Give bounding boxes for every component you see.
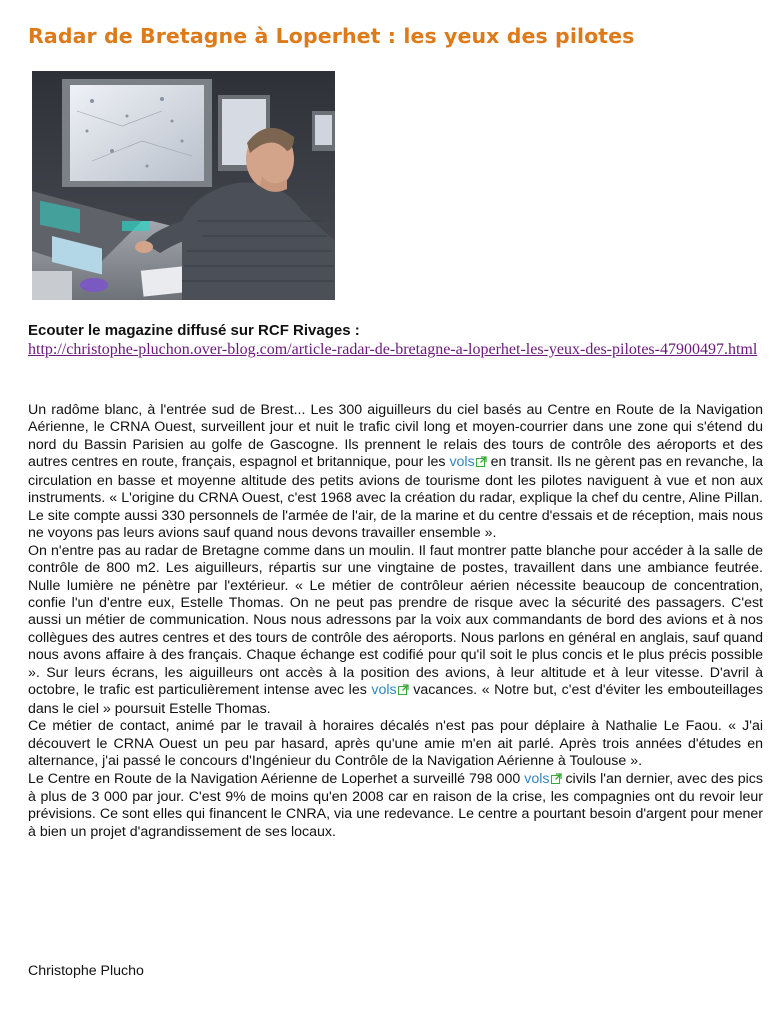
keyword-link-vols[interactable]	[371, 682, 408, 698]
article-paragraph	[28, 771, 763, 842]
paragraph-text: On n'entre pas au radar de Bretagne comme dans un moulin. Il faut montrer patte blanche pour accéder à la salle de contrôle de 800 m2. Les aiguilleurs, répartis sur une vingtaine de postes, travaillent dans une ambiance feutrée. Nulle lumière ne pénètre par l'extérieur. « Le métier de contrôleur aérien nécessite beaucoup de concentration, confie l'un d'entre eux, Estelle Thomas. On ne peut pas prendre de risque avec la sécurité des passagers. C'est aussi un métier de communication. Nous nous adressons par la voix aux commandants de bord des avions et à nos collègues des autres centres et des tours de contrôle des aéroports. Nous parlons en général en anglais, sauf quand nous avons affaire à des français. Chaque échange est codifié pour qu'il soit le plus concis et le plus précis possible ». Sur leurs écrans, les aiguilleurs ont accès à la position des avions, à leur altitude et à leur vitesse. D'avril à octobre, le trafic est particulièrement intense avec les	[28, 542, 763, 699]
keyword-link-vols[interactable]	[449, 454, 486, 470]
radar-control-room-photo	[32, 71, 335, 300]
listen-label: Ecouter le magazine diffusé sur RCF Rivages :	[28, 322, 360, 339]
paragraph-text: Le Centre en Route de la Navigation Aérienne de Loperhet a surveillé 798 000	[28, 770, 521, 787]
listen-block	[28, 322, 768, 359]
external-link-icon	[476, 455, 487, 472]
external-link-icon	[398, 683, 409, 700]
keyword-text: vols	[371, 682, 397, 699]
keyword-text: vols	[449, 454, 475, 471]
keyword-text: vols	[524, 770, 550, 787]
paragraph-text: en transit. Ils ne gèrent pas en revanche, la circulation en basse et moyenne altitude des petits avions de tourisme dont les pilotes naviguent à vue et non aux instruments. « L'origine du CRNA Ouest, c'est 1968 avec la création du radar, explique la chef du centre, Aline Pillan. Le site compte aussi 330 personnels de l'armée de l'air, de la marine et du centre d'essais et de réception, mais nous ne voyons pas leurs avions sauf quand nous devons travailler ensemble ».	[28, 454, 763, 542]
article-paragraph	[28, 543, 763, 719]
article-body	[28, 402, 763, 841]
article-link[interactable]: http://christophe-pluchon.over-blog.com/article-radar-de-bretagne-a-loperhet-les-yeux-des-pilotes-47900497.html	[28, 341, 758, 358]
article-paragraph	[28, 402, 763, 543]
article-paragraph: Ce métier de contact, animé par le travail à horaires décalés n'est pas pour déplaire à Nathalie Le Faou. « J'ai découvert le CRNA Ouest un peu par hasard, après qu'une amie m'en ait parlé. Après trois années d'études en alternance, j'ai passé le concours d'Ingénieur du Contrôle de la Navigation Aérienne à Toulouse ».	[28, 718, 763, 770]
paragraph-text: Un radôme blanc, à l'entrée sud de Brest... Les 300 aiguilleurs du ciel basés au Centre en Route de la Navigation Aérienne, le CRNA Ouest, surveillent jour et nuit le trafic civil long et moyen-courrier dans une zone qui s'étend du nord du Bassin Parisien au golfe de Gascogne. Ils prennent le relais des tours de contrôle des aéroports et des autres centres en route, français, espagnol et britannique, pour les	[28, 402, 763, 471]
external-link-icon	[551, 772, 562, 789]
article-author: Christophe Plucho	[28, 963, 144, 979]
article-title: Radar de Bretagne à Loperhet : les yeux des pilotes	[28, 24, 635, 48]
paragraph-text: civils l'an dernier, avec des pics à plus de 3 000 par jour. C'est 9% de moins qu'en 2008 car en raison de la crise, les compagnies ont du revoir leur prévisions. Ce sont elles qui financent le CNRA, via une redevance. Le centre a pourtant besoin d'argent pour mener à bien un projet d'agrandissement de ses locaux.	[28, 770, 763, 840]
paragraph-text: vacances. « Notre but, c'est d'éviter les embouteillages dans le ciel » poursuit Estelle Thomas.	[28, 682, 763, 717]
keyword-link-vols[interactable]	[524, 771, 561, 787]
